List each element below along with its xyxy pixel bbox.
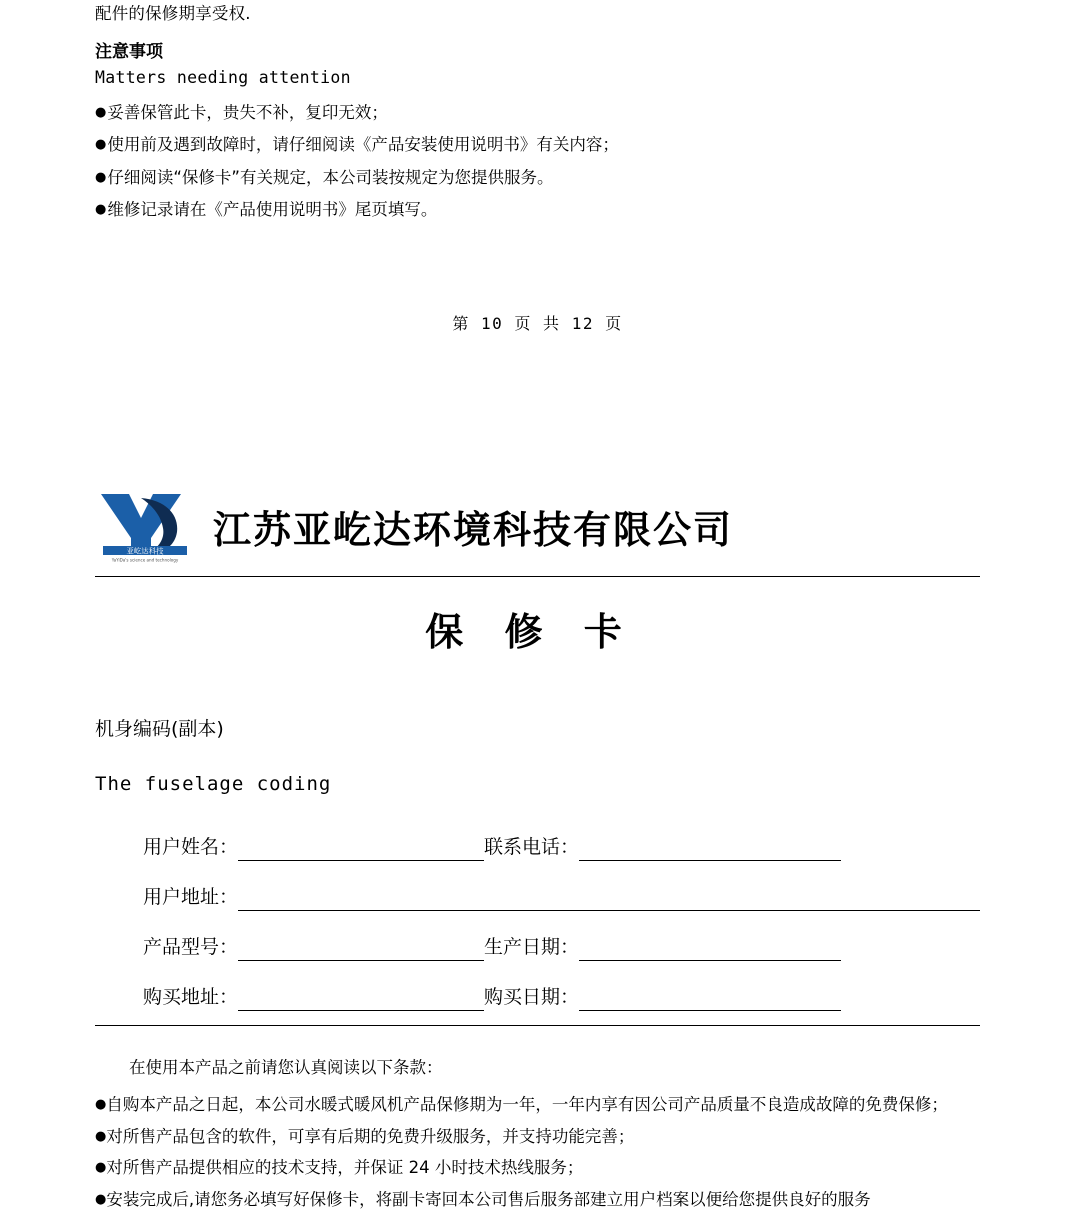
note-text: 妥善保管此卡，贵失不补，复印无效； xyxy=(107,102,388,122)
form-row-customer-address xyxy=(143,875,980,911)
bullet-icon: ● xyxy=(95,104,107,120)
bullet-icon: ● xyxy=(95,1128,107,1144)
terms-text: 自购本产品之日起，本公司水暖式暖风机产品保修期为一年，一年内享有因公司产品质量不良造成故障的免费保修； xyxy=(106,1095,948,1115)
terms-item xyxy=(95,1184,980,1215)
company-name: 江苏亚屹达环境科技有限公司 xyxy=(213,507,734,552)
attention-notes-list xyxy=(95,97,980,228)
svg-text:YaYiDa's science and technolog: YaYiDa's science and technology xyxy=(111,557,179,563)
attention-heading-en: Matters needing attention xyxy=(95,67,351,87)
form-row-customer-name xyxy=(143,825,980,861)
fuselage-code-label-en: The fuselage coding xyxy=(95,773,332,796)
note-text: 使用前及遇到故障时，请仔细阅读《产品安装使用说明书》有关内容； xyxy=(107,135,619,155)
terms-item xyxy=(95,1121,980,1152)
list-item xyxy=(95,194,980,227)
field-label: 购买地址： xyxy=(143,986,239,1009)
production-date-input[interactable] xyxy=(579,934,841,961)
bullet-icon: ● xyxy=(95,1097,107,1113)
continued-text: 配件的保修期享受权. xyxy=(95,4,251,23)
warranty-card xyxy=(95,484,980,1215)
list-item xyxy=(95,129,980,162)
company-header xyxy=(95,484,980,568)
list-item xyxy=(95,97,980,130)
fuselage-code-label-cn: 机身编码(副本) xyxy=(95,718,224,741)
field-label: 购买日期： xyxy=(484,986,580,1009)
card-title: 保 修 卡 xyxy=(425,610,636,655)
form-divider xyxy=(95,1025,980,1026)
note-text: 维修记录请在《产品使用说明书》尾页填写。 xyxy=(107,200,438,220)
bullet-icon: ● xyxy=(95,137,107,153)
field-label: 联系电话： xyxy=(484,836,580,859)
note-text: 仔细阅读“保修卡”有关规定，本公司装按规定为您提供服务。 xyxy=(107,167,554,187)
terms-text: 安装完成后,请您务必填写好保修卡，将副卡寄回本公司售后服务部建立用户档案以便给您提供良好的服务 xyxy=(106,1189,871,1209)
bullet-icon: ● xyxy=(95,169,107,185)
purchase-date-input[interactable] xyxy=(579,984,841,1011)
form-row-purchase-address xyxy=(143,975,980,1011)
bullet-icon: ● xyxy=(95,1191,107,1207)
terms-intro: 在使用本产品之前请您认真阅读以下条款： xyxy=(129,1058,443,1078)
bullet-icon: ● xyxy=(95,1160,107,1176)
warranty-form xyxy=(143,825,980,1011)
field-label: 用户地址： xyxy=(143,886,239,909)
terms-item xyxy=(95,1089,980,1120)
terms-text: 对所售产品包含的软件，可享有后期的免费升级服务，并支持功能完善； xyxy=(106,1126,635,1146)
product-model-input[interactable] xyxy=(238,934,484,961)
contact-phone-input[interactable] xyxy=(579,834,841,861)
svg-text:亚屹达科技: 亚屹达科技 xyxy=(126,546,164,556)
attention-heading-cn: 注意事项 xyxy=(95,41,163,62)
purchase-address-input[interactable] xyxy=(238,984,484,1011)
terms-item xyxy=(95,1152,980,1183)
terms-text: 对所售产品提供相应的技术支持，并保证 24 小时技术热线服务； xyxy=(106,1158,584,1178)
field-label: 生产日期： xyxy=(484,936,580,959)
terms-section xyxy=(95,1052,980,1215)
company-logo-icon xyxy=(95,488,199,564)
bullet-icon: ● xyxy=(95,202,107,218)
field-label: 用户姓名： xyxy=(143,836,239,859)
page-number: 第 10 页 共 12 页 xyxy=(452,314,623,334)
header-divider xyxy=(95,576,980,577)
customer-name-input[interactable] xyxy=(238,834,484,861)
list-item xyxy=(95,162,980,195)
customer-address-input[interactable] xyxy=(238,884,980,911)
field-label: 产品型号： xyxy=(143,936,239,959)
form-row-product-model xyxy=(143,925,980,961)
previous-page-tail xyxy=(95,0,980,334)
